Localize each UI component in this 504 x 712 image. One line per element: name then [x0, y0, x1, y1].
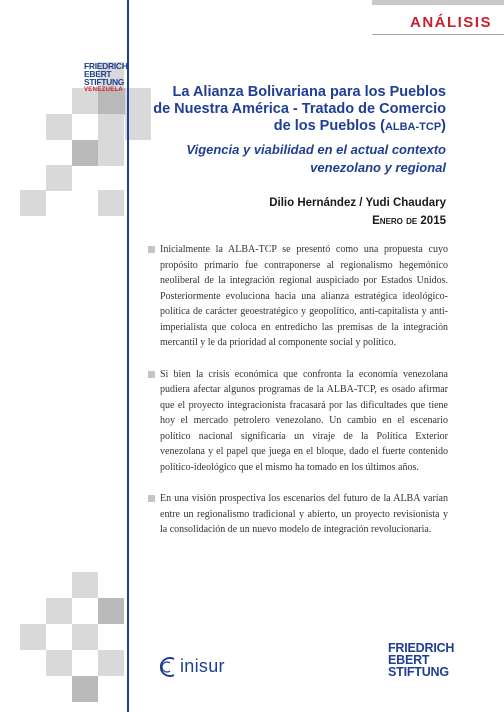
- bullet-square-icon: [148, 495, 155, 502]
- bullet-square-icon: [148, 371, 155, 378]
- vertical-divider: [127, 0, 129, 712]
- fes-footer-logo: FRIEDRICH EBERT STIFTUNG: [388, 641, 455, 679]
- publication-date: Enero de 2015: [372, 215, 446, 227]
- authors: Dilio Hernández / Yudi Chaudary: [269, 197, 446, 209]
- decorative-squares: [0, 0, 125, 712]
- section-label: ANÁLISIS: [409, 14, 492, 31]
- abstract-body: [148, 242, 448, 554]
- fes-venezuela-logo: FRIEDRICH EBERT STIFTUNG VENEZUELA: [84, 61, 128, 93]
- paragraph: En una visión prospectiva los escenarios del futuro de la ALBA varían entre un regionalismo tradicional y abierto, un proyecto revisionista y la consolidación de un nuevo modelo de integración revolucionaria.: [148, 491, 448, 538]
- inisur-logo-text: inisur: [180, 656, 225, 676]
- paragraph: Inicialmente la ALBA-TCP se presentó como una propuesta cuyo propósito primario fue contraponerse al regionalismo hegemónico neoliberal de la integración regional auspiciado por Estados Unidos. Posteriormente evoluciona hacia una alianza estratégica ideológico-política de carácter geoestratégico y geopolítico, anti-capitalista y anti-imperialista que coloca en entredicho las premisas de la integración mercantil y le da prioridad al componente social y político.: [148, 242, 448, 351]
- document-title: La Alianza Bolivariana para los Pueblos de Nuestra América - Tratado de Comercio de los Pueblos (ALBA-TCP): [153, 84, 446, 134]
- header-rule: [372, 34, 504, 35]
- bullet-square-icon: [148, 246, 155, 253]
- header-bar: [372, 0, 504, 5]
- document-subtitle: Vigencia y viabilidad en el actual contexto venezolano y regional: [186, 142, 446, 175]
- paragraph: Si bien la crisis económica que confronta la economía venezolana pudiera afectar algunos programas de la ALBA-TCP, es osado afirmar que el proyecto integracionista fracasará por las dificultades que tiene hoy el mercado petrolero venezolano. Un cambio en el escenario político nacional significaría un viraje de la Política Exterior venezolana y el papel que juega en el bloque, dado el fuerte contenido político-ideológico que el mismo ha tomado en los últimos años.: [148, 367, 448, 476]
